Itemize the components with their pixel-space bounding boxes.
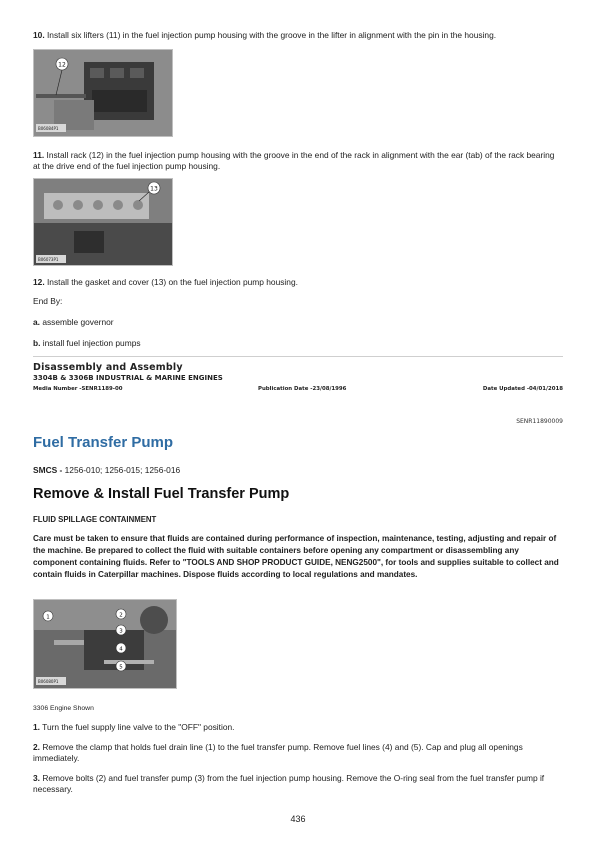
step-1 <box>33 722 563 733</box>
step-number: 2. <box>33 742 40 752</box>
end-by-item-a <box>33 317 563 328</box>
section-subtitle: 3304B & 3306B INDUSTRIAL & MARINE ENGINES <box>33 374 223 382</box>
callout-label: 3 <box>119 628 123 635</box>
callout-label: 4 <box>119 646 123 653</box>
step-text: Install the gasket and cover (13) on the fuel injection pump housing. <box>44 277 298 287</box>
step-11 <box>33 150 563 172</box>
callout-label: 2 <box>119 612 123 619</box>
item-text: assemble governor <box>40 317 114 327</box>
step-number: 10. <box>33 30 45 40</box>
callout-label: 13 <box>150 185 158 193</box>
photo-rack <box>33 178 173 266</box>
step-text: Remove bolts (2) and fuel transfer pump (3) from the fuel injection pump housing. Remove the O-ring seal from the fuel transfer pump if necessary. <box>33 773 545 794</box>
step-text: Remove the clamp that holds fuel drain line (1) to the fuel transfer pump. Remove fuel lines (4) and (5). Cap and plug all openings immediately. <box>33 742 523 763</box>
step-number: 12. <box>33 277 45 287</box>
publication-date: Publication Date -23/08/1996 <box>258 386 347 392</box>
step-12 <box>33 277 563 288</box>
item-letter: a. <box>33 317 40 327</box>
smcs-values: 1256-010; 1256-015; 1256-016 <box>64 465 181 475</box>
smcs-codes <box>33 465 180 476</box>
step-10 <box>33 30 563 41</box>
smcs-label: SMCS - <box>33 465 65 475</box>
step-2 <box>33 742 563 764</box>
step-text: Turn the fuel supply line valve to the "OFF" position. <box>40 722 235 732</box>
topic-title: Fuel Transfer Pump <box>33 434 174 451</box>
containment-text: Care must be taken to ensure that fluids are contained during performance of inspection, maintenance, testing, adjusting and repair of the machine. Be prepared to collect the fluid with suitable containers before opening any compartment or disassembling any component containing fluids. Refer to "TOOLS AND SHOP PRODUCT GUIDE, NENG2500", for tools and supplies suitable to collect and contain fluids in Caterpillar machines. Dispose fluids according to local regulations and mandates. <box>33 534 559 579</box>
page-number: 436 <box>290 814 306 824</box>
photo-caption: 3306 Engine Shown <box>33 705 94 712</box>
section-divider <box>33 356 563 357</box>
callout-label: 5 <box>119 664 123 671</box>
step-text: Install rack (12) in the fuel injection pump housing with the groove in the end of the rack in alignment with the ear (tab) of the rack bearing at the drive end of the fuel injection pump housing. <box>33 150 555 171</box>
photo-code: B06073P1 <box>38 257 59 262</box>
containment-heading: FLUID SPILLAGE CONTAINMENT <box>33 515 157 524</box>
photo-lifters <box>33 49 173 137</box>
item-text: install fuel injection pumps <box>40 338 141 348</box>
section-title: Disassembly and Assembly <box>33 362 183 373</box>
end-by-item-b <box>33 338 563 349</box>
step-number: 1. <box>33 722 40 732</box>
callout-label: 12 <box>58 61 66 69</box>
step-number: 11. <box>33 150 45 160</box>
media-number: Media Number -SENR1189-00 <box>33 386 123 392</box>
step-text: Install six lifters (11) in the fuel injection pump housing with the groove in the lifter in alignment with the pin in the housing. <box>44 30 497 40</box>
document-id: SENR11890009 <box>516 418 563 425</box>
photo-transfer-pump <box>33 599 177 689</box>
date-updated: Date Updated -04/01/2018 <box>482 386 563 392</box>
step-3 <box>33 773 563 795</box>
item-letter: b. <box>33 338 41 348</box>
step-number: 3. <box>33 773 40 783</box>
photo-code: B06080P1 <box>38 679 59 684</box>
callout-label: 1 <box>46 614 50 621</box>
photo-code: B06084P1 <box>38 126 59 131</box>
end-by-label: End By: <box>33 296 63 306</box>
procedure-title: Remove & Install Fuel Transfer Pump <box>33 486 290 502</box>
